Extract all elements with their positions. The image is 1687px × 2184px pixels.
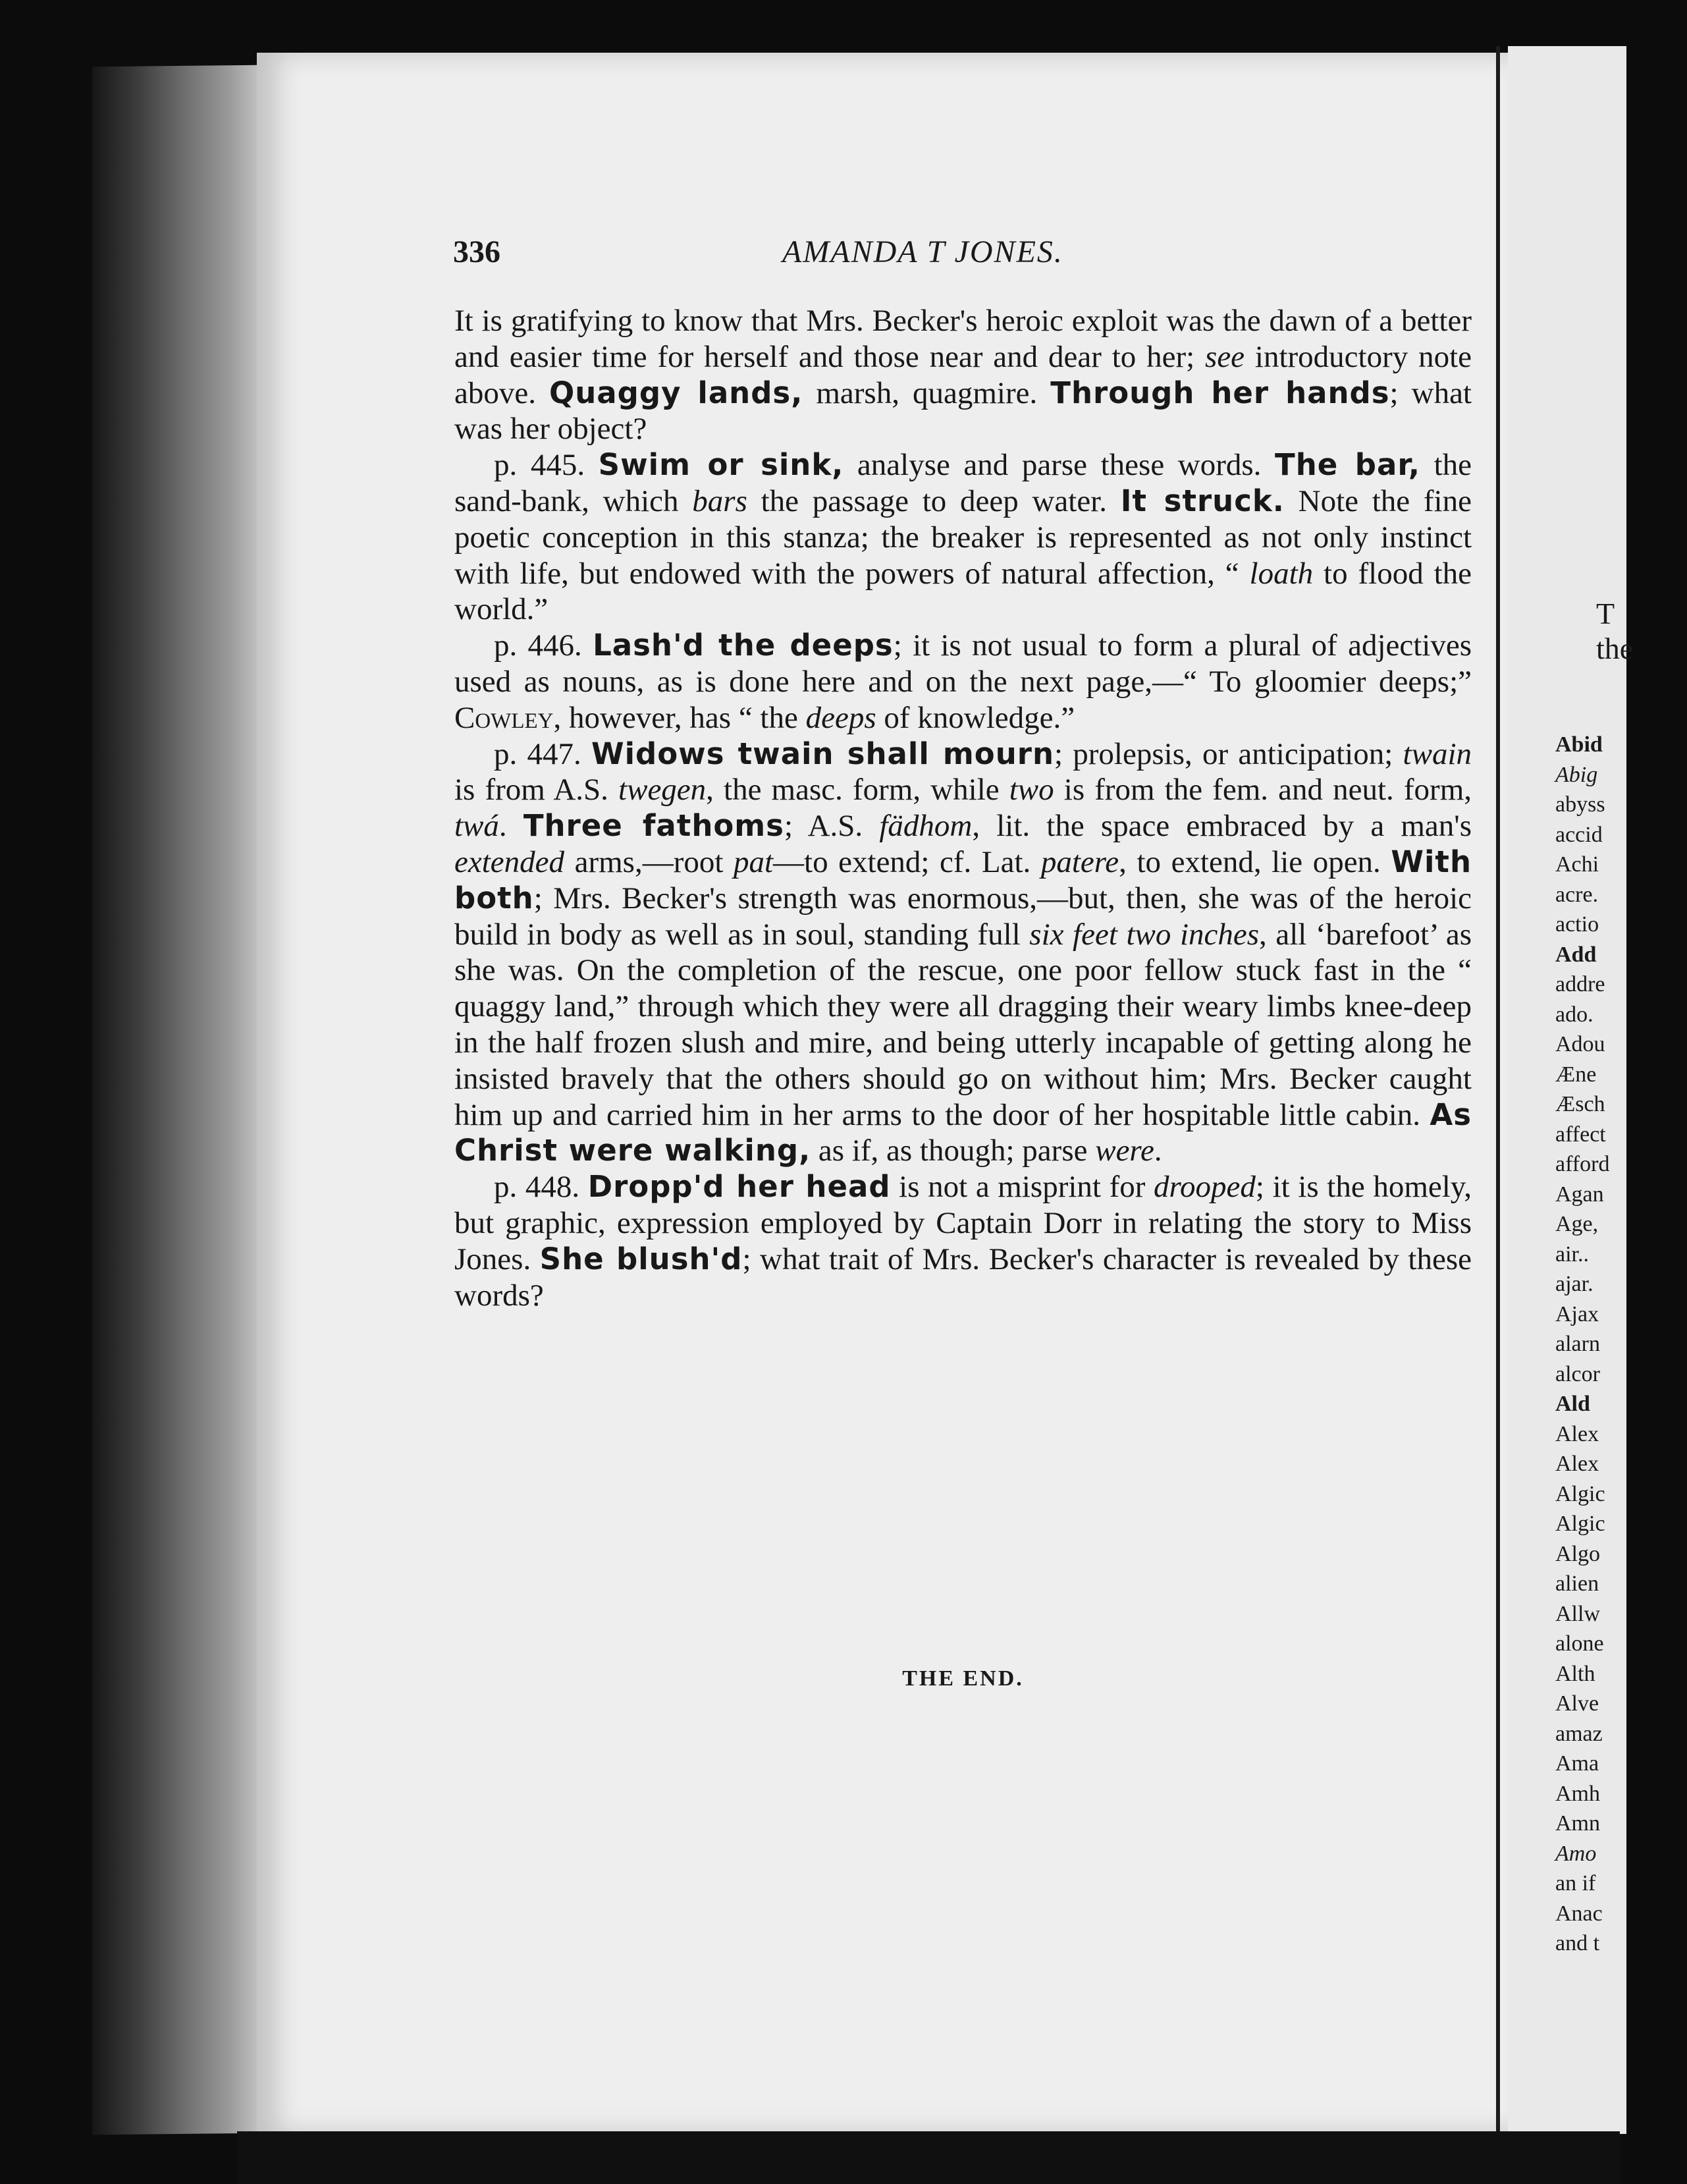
text-run: is not a misprint for: [890, 1170, 1154, 1205]
index-entry: ajar.: [1555, 1272, 1593, 1296]
text-run: marsh, quagmire.: [803, 375, 1051, 410]
text-run: is from A.S.: [454, 773, 619, 807]
text-run: , all ‘barefoot’ as she was. On the completion of the rescue, one poor fellow stuck fast in the “ quaggy land,” through which they were all dragging their weary limbs knee-deep in the half frozen slush and mire, and being utterly incapable of getting along he insisted bravely that the others should go on without him; Mrs. Becker caught him up and carried him in her arms to the door of her hospitable little cabin.: [454, 917, 1472, 1132]
index-entry: alcor: [1555, 1361, 1600, 1386]
text-run: ; A.S.: [784, 809, 880, 844]
the-end-label: THE END.: [902, 1666, 1024, 1691]
page-number: 336: [453, 234, 500, 269]
lemma: Swim or sink,: [598, 447, 844, 483]
index-entry: actio: [1555, 912, 1599, 937]
index-entry: alone: [1555, 1631, 1604, 1656]
index-entry: afford: [1555, 1152, 1610, 1176]
index-entry: abyss: [1555, 792, 1605, 817]
index-entry: and t: [1555, 1931, 1600, 1955]
index-entry: Alve: [1555, 1691, 1599, 1716]
lemma: Through her hands: [1050, 375, 1390, 410]
index-entry: Abid: [1555, 732, 1603, 757]
text-run: , the masc. form, while: [706, 773, 1009, 807]
lemma: It struck.: [1120, 483, 1285, 518]
lemma: Widows twain shall mourn: [591, 736, 1054, 771]
index-entry: accid: [1555, 822, 1603, 847]
index-entry: Adou: [1555, 1032, 1605, 1056]
index-entry: Alth: [1555, 1661, 1595, 1686]
text-run: , however, has “ the: [553, 700, 806, 735]
text-run: , to extend, lie open.: [1119, 844, 1391, 879]
index-entry: amaz: [1555, 1721, 1603, 1746]
text-run: as if, as though; parse: [811, 1133, 1096, 1168]
index-entry: alien: [1555, 1571, 1599, 1596]
italic-run: bars: [692, 483, 747, 518]
index-entry: an if: [1555, 1871, 1596, 1896]
lemma: Three fathoms: [523, 808, 784, 844]
italic-run: twegen: [618, 773, 707, 807]
italic-run: patere: [1040, 844, 1119, 879]
paragraph-4: [454, 736, 1472, 1170]
lemma: As Christ were walking,: [454, 1097, 1472, 1168]
index-entry: Algic: [1555, 1481, 1605, 1506]
index-entry: alarn: [1555, 1332, 1600, 1356]
text-run: ; it is not usual to form a plural of adjectives used as nouns, as is done here and on the next page,—“ To gloomier deeps;”: [454, 628, 1472, 699]
running-header: [453, 234, 1480, 273]
body-text: [454, 303, 1472, 1313]
index-entry: Algic: [1555, 1512, 1605, 1536]
text-run: the sand-bank, which: [454, 448, 1472, 518]
text-run: .: [1154, 1133, 1162, 1168]
text-run: is from the fem. and neut. form,: [1054, 773, 1472, 807]
index-entry: ado.: [1555, 1002, 1593, 1027]
italic-run: six feet two inches: [1029, 917, 1260, 952]
text-run: —to extend; cf. Lat.: [773, 844, 1041, 879]
lemma: She blush'd: [539, 1241, 743, 1276]
italic-run: fädhom: [879, 809, 973, 844]
italic-run: deeps: [805, 700, 876, 735]
text-run: p. 448.: [494, 1170, 588, 1205]
right-page-index: [1555, 730, 1687, 1959]
italic-run: twain: [1403, 736, 1472, 771]
text-run: introductory note above.: [454, 339, 1472, 410]
italic-run: see: [1205, 339, 1245, 374]
italic-run: pat: [733, 844, 774, 879]
index-entry: affect: [1555, 1122, 1606, 1147]
text-run: to flood the world.”: [454, 556, 1472, 627]
text-run: the passage to deep water.: [747, 483, 1121, 518]
paragraph-3: [454, 628, 1472, 736]
index-entry: Æne: [1555, 1062, 1597, 1087]
text-run: ; what was her object?: [454, 375, 1472, 447]
small-caps-run: Cowley: [454, 700, 554, 735]
text-run: ; Mrs. Becker's strength was enormous,—but, then, she was of the heroic build in body as well as in soul, standing full: [454, 881, 1472, 952]
text-run: of knowledge.”: [876, 700, 1075, 735]
index-entry: Amo: [1555, 1841, 1597, 1866]
lemma: With both: [454, 844, 1472, 915]
lemma: Lash'd the deeps: [593, 628, 894, 663]
index-entry: Amn: [1555, 1811, 1600, 1836]
index-entry: Allw: [1555, 1601, 1600, 1626]
text-run: , lit. the space embraced by a man's: [972, 809, 1472, 844]
index-entry: Agan: [1555, 1182, 1604, 1207]
index-entry: air..: [1555, 1242, 1589, 1267]
text-run: analyse and parse these words.: [843, 448, 1275, 483]
right-page-fragment-1: T: [1596, 597, 1615, 630]
index-entry: Anac: [1555, 1901, 1603, 1926]
italic-run: drooped: [1154, 1170, 1256, 1205]
scan-border: [237, 2131, 1620, 2184]
italic-run: twá: [454, 809, 499, 844]
index-entry: Age,: [1555, 1212, 1599, 1236]
index-entry: addre: [1555, 972, 1605, 996]
text-run: p. 447.: [494, 736, 591, 771]
index-entry: Amh: [1555, 1781, 1600, 1806]
paragraph-5: [454, 1169, 1472, 1313]
index-entry: Alex: [1555, 1452, 1599, 1476]
index-entry: acre.: [1555, 882, 1599, 907]
index-entry: Abig: [1555, 762, 1598, 787]
italic-run: loath: [1249, 556, 1314, 591]
lemma: The bar,: [1275, 447, 1421, 483]
text-run: ; it is the homely, but graphic, expression employed by Captain Dorr in relating the story to Miss Jones.: [454, 1170, 1472, 1276]
text-run: ; prolepsis, or anticipation;: [1054, 736, 1403, 771]
index-entry: Alex: [1555, 1421, 1599, 1446]
book-gutter: [1496, 46, 1500, 2134]
index-entry: Achi: [1555, 852, 1599, 877]
italic-run: two: [1009, 773, 1054, 807]
text-run: It is gratifying to know that Mrs. Becker's heroic exploit was the dawn of a better and easier time for herself and those near and dear to her;: [454, 304, 1472, 374]
paragraph-2: [454, 447, 1472, 628]
index-entry: Algo: [1555, 1541, 1600, 1566]
right-page-fragment-2: the: [1596, 632, 1634, 665]
italic-run: extended: [454, 844, 565, 879]
index-entry: Ald: [1555, 1392, 1590, 1416]
index-entry: Ajax: [1555, 1301, 1599, 1326]
index-entry: Ama: [1555, 1751, 1599, 1776]
lemma: Dropp'd her head: [587, 1169, 891, 1205]
text-run: arms,—root: [564, 844, 734, 879]
paragraph-1: [454, 303, 1472, 447]
lemma: Quaggy lands,: [549, 375, 803, 410]
text-run: p. 445.: [494, 448, 599, 483]
text-run: .: [498, 809, 523, 844]
header-title: AMANDA T JONES.: [782, 234, 1063, 269]
index-entry: Æsch: [1555, 1092, 1605, 1116]
text-run: p. 446.: [494, 628, 593, 663]
index-entry: Add: [1555, 942, 1597, 967]
book-page-edges: [92, 65, 263, 2135]
text-run: Note the fine poetic conception in this stanza; the breaker is represented as not only instinct with life, but endowed with the powers of natural affection, “: [454, 483, 1472, 591]
italic-run: were: [1095, 1133, 1154, 1168]
text-run: ; what trait of Mrs. Becker's character is revealed by these words?: [454, 1242, 1472, 1313]
